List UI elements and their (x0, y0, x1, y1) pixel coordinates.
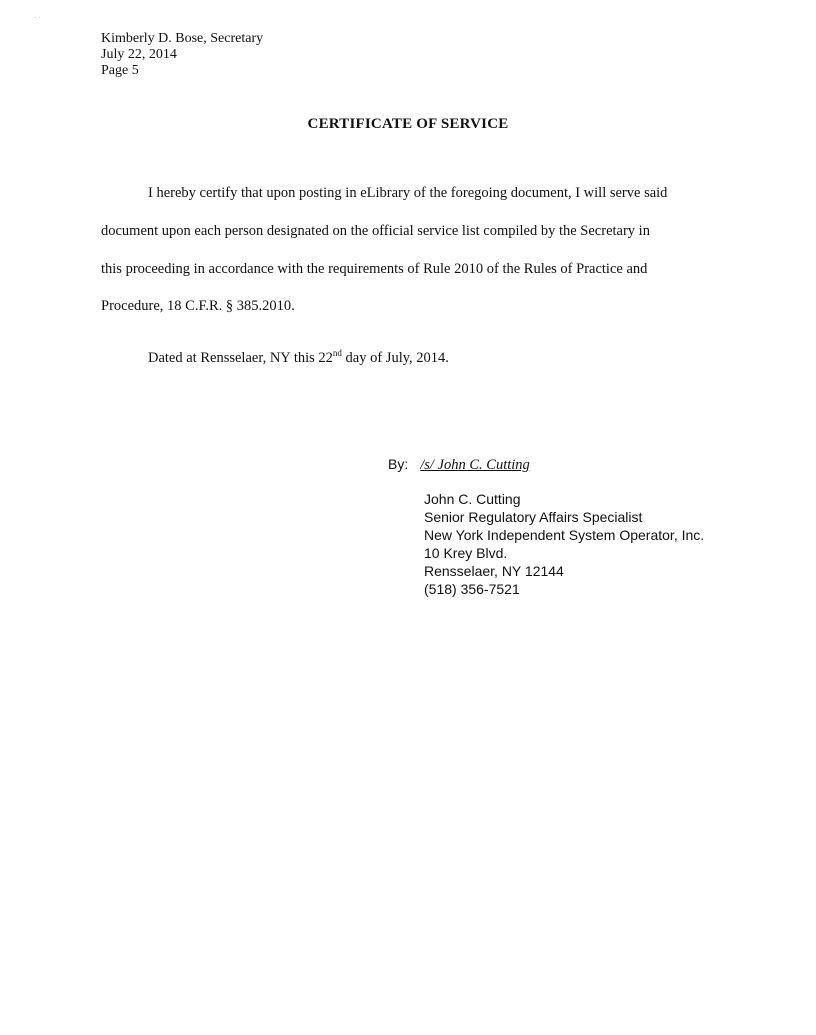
signatory-city: Rensselaer, NY 12144 (424, 563, 564, 579)
header-recipient: Kimberly D. Bose, Secretary (101, 31, 264, 46)
document-title: CERTIFICATE OF SERVICE (307, 116, 509, 132)
signatory-phone: (518) 356-7521 (424, 581, 520, 597)
header-page-number: Page 5 (101, 63, 139, 78)
signatory-position: Senior Regulatory Affairs Specialist (424, 509, 643, 525)
signatory-name: John C. Cutting (424, 491, 521, 507)
dated-prefix: Dated at Rensselaer, NY this 22 (148, 350, 333, 366)
dated-suffix: day of July, 2014. (341, 350, 449, 366)
by-label: By: (388, 456, 409, 472)
header-date: July 22, 2014 (101, 47, 177, 62)
body-line-3: this proceeding in accordance with the requirements of Rule 2010 of the Rules of Practice and (101, 261, 648, 277)
body-line-1: I hereby certify that upon posting in eLibrary of the foregoing document, I will serve said (148, 185, 668, 201)
body-line-2: document upon each person designated on the official service list compiled by the Secretary in (101, 223, 650, 239)
letter-header (101, 31, 263, 79)
signatory-street: 10 Krey Blvd. (424, 545, 508, 561)
signature-line (388, 456, 530, 474)
dated-statement (148, 350, 449, 367)
dated-ordinal: nd (332, 348, 342, 358)
signatory-block (424, 490, 704, 598)
body-line-4: Procedure, 18 C.F.R. § 385.2010. (101, 298, 295, 314)
signed-name: /s/ John C. Cutting (420, 457, 530, 473)
signatory-organization: New York Independent System Operator, Inc. (424, 527, 705, 543)
scan-corner-mark: · · (34, 14, 41, 22)
